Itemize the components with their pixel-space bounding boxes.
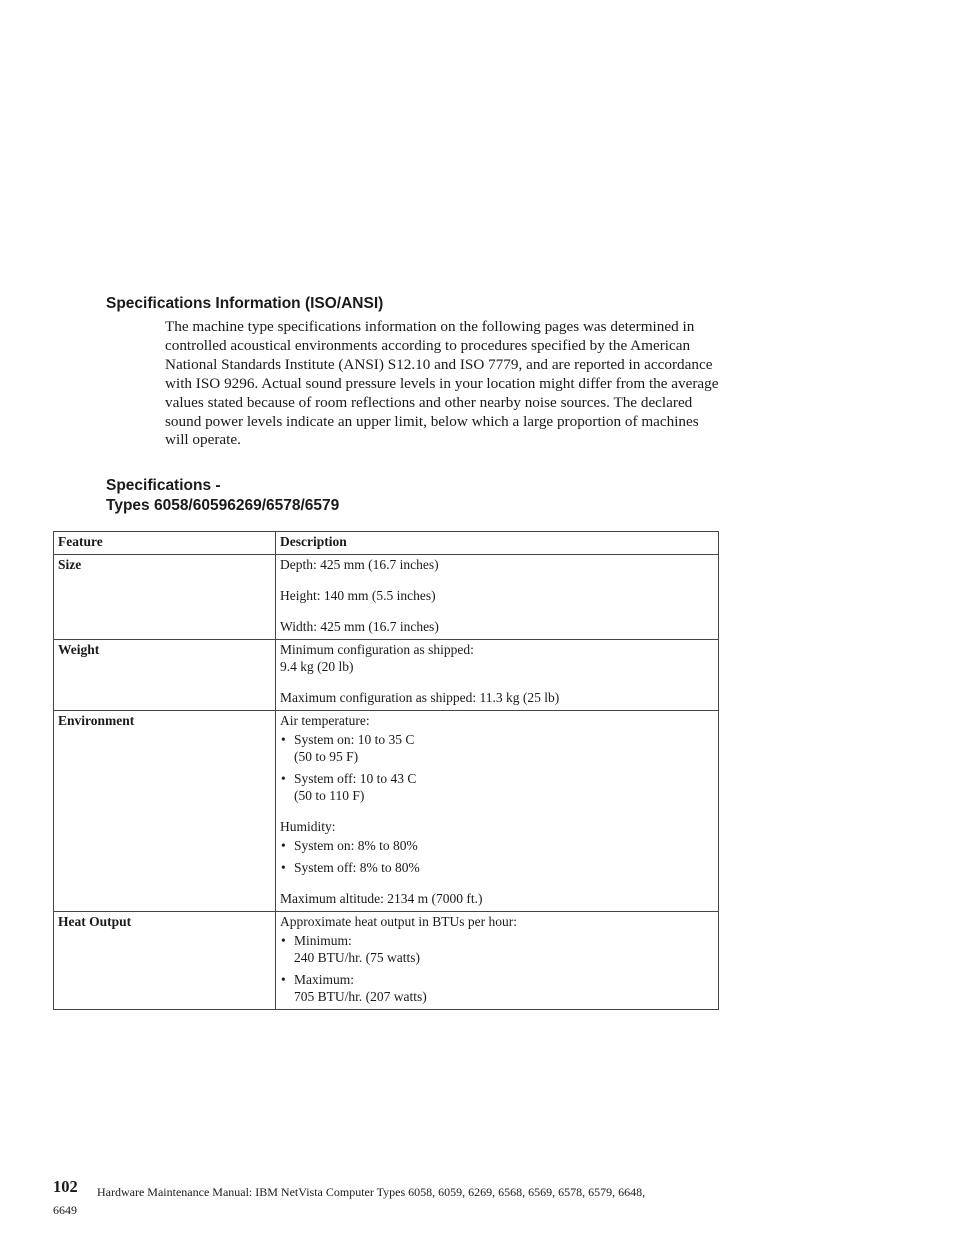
list-item	[280, 932, 714, 966]
weight-minimum-value: 9.4 kg (20 lb)	[280, 659, 354, 674]
table-row-environment	[54, 711, 719, 912]
humidity-off-range: System off: 8% to 80%	[294, 860, 420, 875]
footer-text-continued: 6649	[53, 1203, 77, 1217]
heat-maximum-label: Maximum:	[294, 972, 354, 987]
description-size	[276, 555, 719, 640]
table-row-weight	[54, 640, 719, 711]
size-depth: Depth: 425 mm (16.7 inches)	[280, 557, 439, 572]
weight-minimum	[280, 641, 714, 675]
humidity-on-range: System on: 8% to 80%	[294, 838, 418, 853]
description-heat-output	[276, 912, 719, 1010]
column-header-feature: Feature	[54, 532, 276, 555]
bullet-icon: •	[281, 732, 286, 747]
heat-minimum-label: Minimum:	[294, 933, 352, 948]
list-item	[280, 837, 714, 854]
weight-minimum-label: Minimum configuration as shipped:	[280, 642, 474, 657]
section-title-line1: Specifications -	[106, 477, 221, 494]
size-height: Height: 140 mm (5.5 inches)	[280, 588, 436, 603]
size-width: Width: 425 mm (16.7 inches)	[280, 619, 439, 634]
air-on-range-f: (50 to 95 F)	[294, 749, 359, 764]
column-header-description: Description	[276, 532, 719, 555]
description-environment	[276, 711, 719, 912]
section-title-line2: Types 6058/60596269/6578/6579	[106, 497, 340, 514]
bullet-icon: •	[281, 933, 286, 948]
air-temperature-list	[280, 731, 714, 804]
feature-heat-output: Heat Output	[54, 912, 276, 1010]
heat-output-list	[280, 932, 714, 1005]
bullet-icon: •	[281, 972, 286, 987]
heat-minimum-value: 240 BTU/hr. (75 watts)	[294, 950, 420, 965]
section-title-specifications-information: Specifications Information (ISO/ANSI)	[106, 295, 384, 312]
specifications-table	[53, 531, 719, 1010]
table-header-row	[54, 532, 719, 555]
feature-environment: Environment	[54, 711, 276, 912]
heat-maximum-value: 705 BTU/hr. (207 watts)	[294, 989, 427, 1004]
maximum-altitude: Maximum altitude: 2134 m (7000 ft.)	[280, 891, 483, 906]
list-item	[280, 770, 714, 804]
heat-output-label: Approximate heat output in BTUs per hour:	[280, 914, 517, 929]
page-number: 102	[53, 1177, 78, 1196]
list-item	[280, 859, 714, 876]
description-weight	[276, 640, 719, 711]
table-row-size	[54, 555, 719, 640]
feature-size: Size	[54, 555, 276, 640]
air-on-range: System on: 10 to 35 C	[294, 732, 415, 747]
weight-maximum: Maximum configuration as shipped: 11.3 kg (25 lb)	[280, 690, 560, 705]
humidity-label: Humidity:	[280, 819, 336, 834]
air-temperature-label: Air temperature:	[280, 713, 370, 728]
bullet-icon: •	[281, 838, 286, 853]
bullet-icon: •	[281, 860, 286, 875]
list-item	[280, 731, 714, 765]
bullet-icon: •	[281, 771, 286, 786]
list-item	[280, 971, 714, 1005]
table-row-heat-output	[54, 912, 719, 1010]
air-off-range-f: (50 to 110 F)	[294, 788, 365, 803]
section-title-specifications-types	[106, 476, 339, 516]
humidity-list	[280, 837, 714, 876]
section-paragraph: The machine type specifications information on the following pages was determined in controlled acoustical environments according to procedures specified by the American National Standards Institute (ANSI) S12.10 and ISO 7779, and are reported in accordance with ISO 9296. Actual sound pressure levels in your location might differ from the average values stated because of room reflections and other nearby noise sources. The declared sound power levels indicate an upper limit, below which a large proportion of machines will operate.	[165, 318, 719, 449]
air-off-range: System off: 10 to 43 C	[294, 771, 417, 786]
footer-text: Hardware Maintenance Manual: IBM NetVista Computer Types 6058, 6059, 6269, 6568, 6569, 6578, 6579, 6648,	[97, 1185, 646, 1199]
feature-weight: Weight	[54, 640, 276, 711]
